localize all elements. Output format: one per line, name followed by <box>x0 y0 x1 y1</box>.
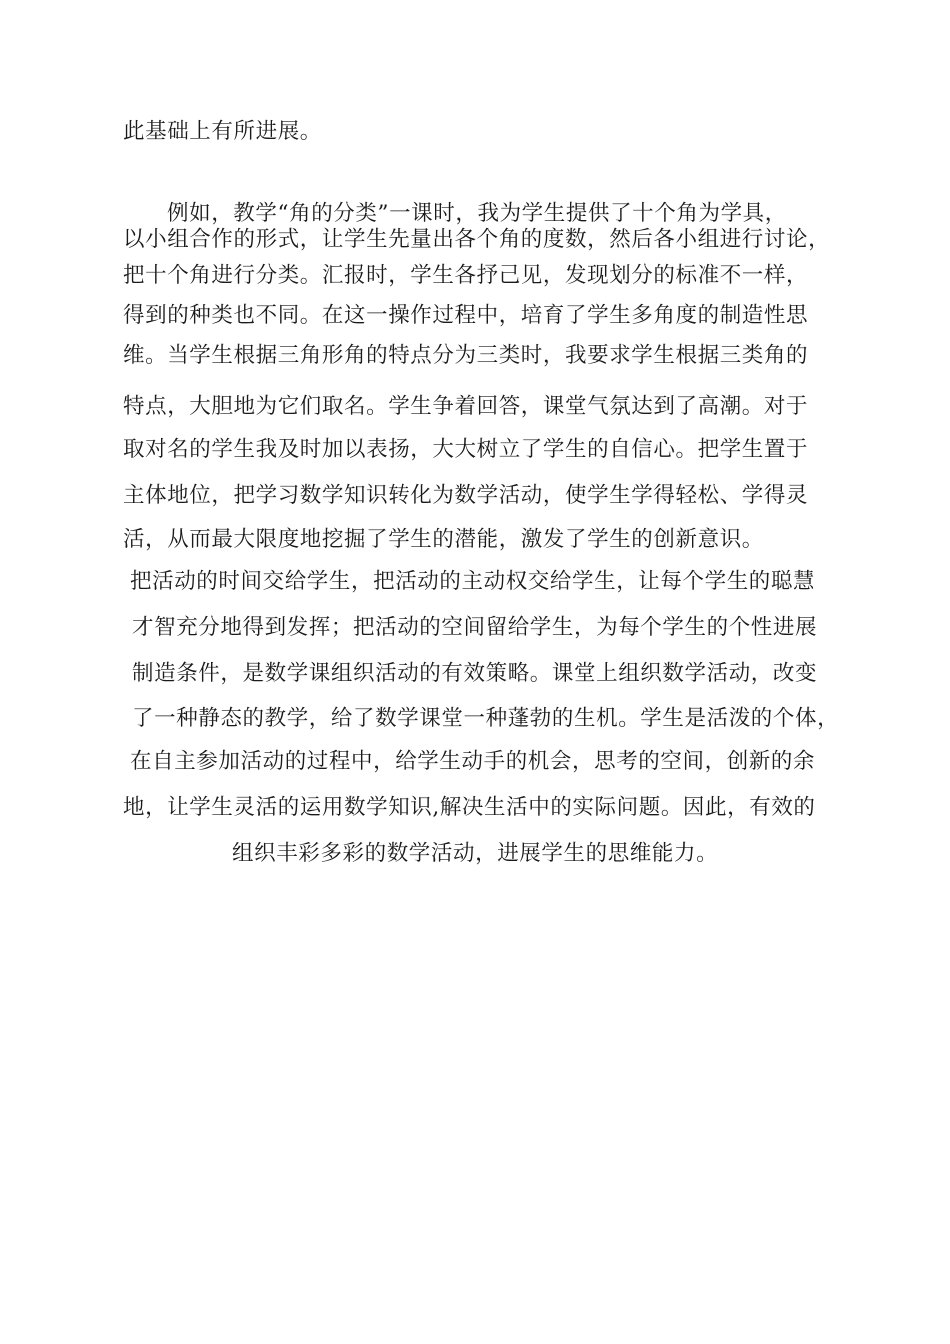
text-line-15: 在自主参加活动的过程中，给学生动手的机会，思考的空间，创新的余 <box>130 749 816 774</box>
text-line-14: 了一种静态的教学，给了数学课堂一种蓬勃的生机。学生是活泼的个体， <box>132 706 840 731</box>
text-line-8: 取对名的学生我及时加以表扬，大大树立了学生的自信心。把学生置于 <box>123 437 809 462</box>
text-line-13: 制造条件，是数学课组织活动的有效策略。课堂上组织数学活动，改变 <box>132 661 818 686</box>
text-line-10: 活，从而最大限度地挖掘了学生的潜能，激发了学生的创新意识。 <box>123 527 764 552</box>
text-line-9: 主体地位，把学习数学知识转化为数学活动，使学生学得轻松、学得灵 <box>123 483 809 508</box>
text-line-3: 以小组合作的形式，让学生先量出各个角的度数，然后各小组进行讨论， <box>123 227 831 252</box>
text-line-2: 例如，教学“角的分类”一课时，我为学生提供了十个角为学具， <box>167 201 787 226</box>
text-line-1: 此基础上有所进展。 <box>123 119 322 144</box>
text-line-11: 把活动的时间交给学生，把活动的主动权交给学生，让每个学生的聪慧 <box>130 569 816 594</box>
text-line-6: 维。当学生根据三角形角的特点分为三类时，我要求学生根据三类角的 <box>123 343 809 368</box>
text-line-12: 才智充分地得到发挥；把活动的空间留给学生，为每个学生的个性进展 <box>132 615 818 640</box>
text-line-16: 地，让学生灵活的运用数学知识,解决生活中的实际问题。因此，有效的 <box>123 795 816 820</box>
text-line-4: 把十个角进行分类。汇报时，学生各抒己见，发现划分的标准不一样， <box>123 263 809 288</box>
text-line-5: 得到的种类也不同。在这一操作过程中，培育了学生多角度的制造性思 <box>123 303 809 328</box>
text-line-7: 特点，大胆地为它们取名。学生争着回答，课堂气氛达到了高潮。对于 <box>123 394 809 419</box>
text-line-17: 组织丰彩多彩的数学活动，进展学生的思维能力。 <box>232 841 719 866</box>
